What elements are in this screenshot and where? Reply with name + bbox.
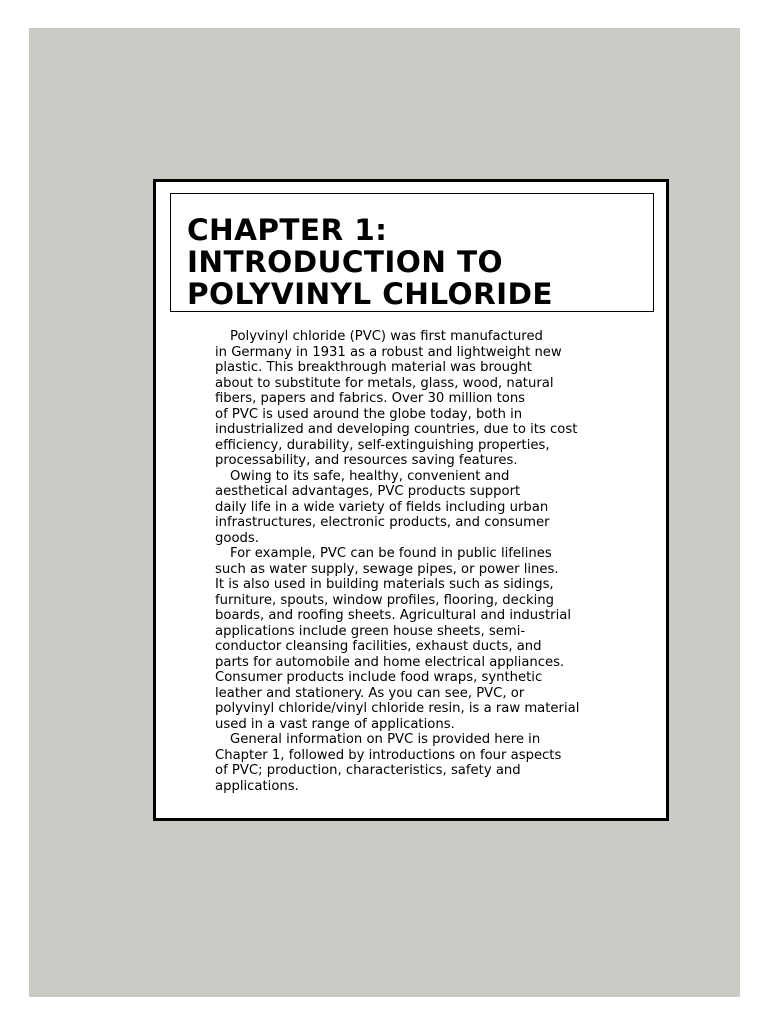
- body-line: Chapter 1, followed by introductions on four aspects: [215, 747, 562, 763]
- body-line: parts for automobile and home electrical appliances.: [215, 654, 565, 670]
- body-line: For example, PVC can be found in public lifelines: [230, 546, 552, 561]
- body-line: efficiency, durability, self-extinguishing properties,: [215, 437, 550, 453]
- body-line: fibers, papers and fabrics. Over 30 million tons: [215, 391, 526, 406]
- body-line: of PVC is used around the globe today, both in: [215, 406, 523, 422]
- body-line: Consumer products include food wraps, synthetic: [215, 670, 543, 685]
- body-line: such as water supply, sewage pipes, or power lines.: [215, 561, 559, 577]
- chapter-page: [153, 179, 669, 821]
- body-line: boards, and roofing sheets. Agricultural and industrial: [215, 608, 571, 623]
- body-line: polyvinyl chloride/vinyl chloride resin, is a raw material: [215, 701, 580, 716]
- chapter-body-text: [215, 329, 615, 794]
- body-line: It is also used in building materials such as sidings,: [215, 577, 554, 592]
- body-line: applications.: [215, 778, 299, 794]
- body-line: used in a vast range of applications.: [215, 716, 455, 732]
- body-line: conductor cleansing facilities, exhaust ducts, and: [215, 639, 542, 654]
- body-line: leather and stationery. As you can see, PVC, or: [215, 685, 525, 701]
- body-line: of PVC; production, characteristics, safety and: [215, 763, 521, 778]
- body-line: in Germany in 1931 as a robust and lightweight new: [215, 344, 562, 360]
- body-line: Polyvinyl chloride (PVC) was first manufactured: [230, 329, 543, 344]
- chapter-title-line-2: INTRODUCTION TO: [187, 245, 504, 279]
- body-line: aesthetical advantages, PVC products support: [215, 484, 521, 499]
- body-line: Owing to its safe, healthy, convenient and: [230, 468, 510, 484]
- chapter-title-line-1: CHAPTER 1:: [187, 213, 388, 247]
- body-line: applications include green house sheets, semi-: [215, 623, 526, 639]
- body-line: processability, and resources saving features.: [215, 453, 518, 468]
- body-line: General information on PVC is provided here in: [230, 732, 541, 747]
- body-line: about to substitute for metals, glass, wood, natural: [215, 375, 554, 391]
- chapter-title-box: [170, 193, 654, 312]
- body-line: infrastructures, electronic products, and consumer: [215, 515, 550, 530]
- body-line: goods.: [215, 530, 259, 546]
- chapter-title-line-3: POLYVINYL CHLORIDE: [187, 277, 553, 311]
- body-line: furniture, spouts, window profiles, flooring, decking: [215, 592, 555, 608]
- body-line: plastic. This breakthrough material was brought: [215, 360, 532, 375]
- body-line: industrialized and developing countries, due to its cost: [215, 422, 578, 437]
- body-line: daily life in a wide variety of fields including urban: [215, 499, 549, 515]
